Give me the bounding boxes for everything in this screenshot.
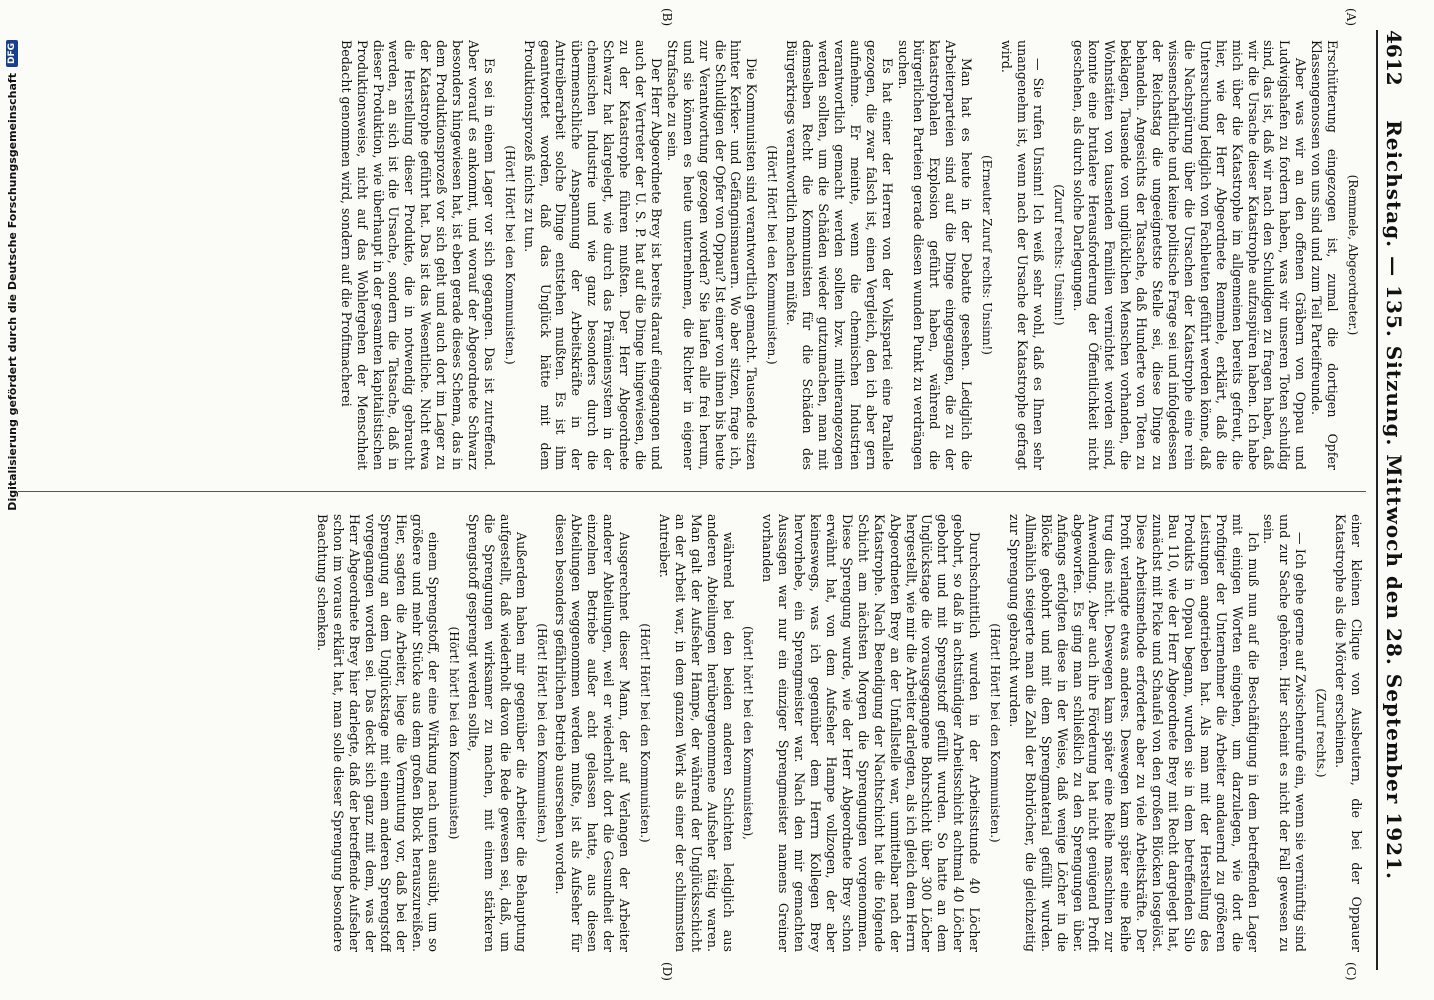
margin-marker-c: (C) <box>1344 962 1358 981</box>
paragraph: Man hat es heute in der Debatte gesehen. Lediglich die Arbeiterparteien sind auf die Dinge eingegangen, die zu der katastrophalen Explosion geführt haben, während die bürgerlichen Parteien gerade diesen wunden Punkt zu verdrängen suchen. <box>895 40 975 470</box>
page-number: 4612 <box>1382 30 1406 86</box>
paragraph: — Ich gehe gerne auf Zwischenrufe ein, wenn sie vernünftig sind und zur Sache gehören. Hier scheint es nicht der Fall gewesen zu sein. <box>1261 514 1309 952</box>
interjection: (Hört! Hört! bei den Kommunisten.) <box>534 623 549 843</box>
paragraph: Ausgerechnet dieser Mann, der auf Verlangen der Arbeiter anderer Abteilungen, weil er wiederholt dort die Gesundheit der einzelnen Betriebe außer acht gelassen hatte, aus diesen Abteilungen weggenommen werden mußte, ist als Aufseher für diesen besonders gefährlichen Betrieb ausersehen worden. <box>553 514 633 952</box>
column-divider <box>18 491 1366 492</box>
paragraph: Außerdem haben mir gegenüber die Arbeiter die Behauptung aufgestellt, daß wiederholt davon die Rede gewesen sei, daß, um die Sprengungen wirksamer zu machen, mit einem stärkeren Sprengstoff gesprengt werden sollte, <box>465 514 529 952</box>
paragraph: Aber was wir an den offenen Gräbern von Oppau und Ludwigshafen zu fordern haben, was wir unseren Toten schuldig sind, das ist, daß wir nach den Schuldigen zu fragen haben, daß wir die Ursache dieser Katastrophe aufzuspüren haben. Ich habe mich über die Katastrophe im allgemeinen bereits gefreut, die hier, wie der Herr Abgeordnete Remmele, erklärt, daß die Untersuchung lediglich von Fachleuten geführt werden könne, daß die Nachspürung über die Ursachen der Katastrophe eine rein wissenschaftliche und keine politische Frage sei und infolgedessen der Reichstag die ungeeignetste Stelle sei, diese Dinge zu behandeln. Angesichts der Tatsache, daß Hunderte von Toten zu beklagen, Tausende von unglücklichen Menschen vorhanden, die Wohnstätten von tausenden Familien vernichtet worden sind, konnte eine brutalere Herausforderung der Öffentlichkeit nicht geschehen, als durch solche Darlegungen. <box>1070 40 1309 470</box>
left-column <box>18 40 1364 470</box>
paragraph: einer kleinen Clique von Ausbeutern, die bei der Oppauer Katastrophe als die Mörder erscheinen. <box>1333 514 1364 952</box>
interjection: (Hört! Hört! bei den Kommunisten.) <box>765 145 780 365</box>
margin-marker-a: (A) <box>1344 8 1358 27</box>
paragraph: Erschütterung eingezogen ist, zumal die dortigen Opfer Klassengenossen von uns sind und zum Teil Parteifreunde. <box>1309 40 1341 470</box>
paragraph: während bei den beiden anderen Schichten lediglich aus anderen Abteilungen herübergenommene Aufseher tätig waren. Man galt der Aufseher Hampe, der während der Unglücksschicht an der Arbeit war, in dem ganzen Werk als einer der schlimmsten Antreiber. <box>656 514 736 952</box>
paragraph: Durchschnittlich wurden in der Arbeitsstunde 40 Löcher gebohrt, so daß in achtstündiger Arbeitsschicht achtmal 40 Löcher gebohrt und mit Sprengstoff gefüllt wurden. So hatte an dem Unglückstage die vorausgegangene Bohrschicht über 300 Löcher hergestellt, wie mir die Arbeiter darlegten, als ich gleich dem Herrn Abgeordneten Brey an der Unfallstelle war, unmittelbar nach der Katastrophe. Nach Beendigung der Nachtschicht hat die folgende Schicht am nächsten Morgen die Sprengungen vorgenommen. Diese Sprengung wurde, wie der Herr Abgeordnete Brey schon erwähnt hat, von dem Aufseher Hampe vollzogen, der aber keineswegs, was ich gegenüber dem Herrn Kollegen Brey hervorhebe, ein Sprengmeister war. Nach den mir gemachten Aussagen war nur ein einziger Sprengmeister namens Greiner vorhanden <box>760 514 983 952</box>
paragraph: Ich muß nun auf die Beschäftigung in dem betreffenden Lager mit einigen Worten eingehen, um darzulegen, wie dort die Profitgier der Unternehmer die Arbeiter andauernd zu größeren Leistungen angetrieben hat. Als man mit der Herstellung des Produkts in Oppau begann, wurden sie in dem betreffenden Silo Bau 110, wie der Herr Abgeordnete Brey mit Recht dargelegt hat, zunächst mit Picke und Schaufel von den großen Blöcken losgelöst. Diese Arbeitsmethode erforderte aber zu viele Arbeitskräfte. Der Profit verlangte etwas anderes. Deswegen kam später eine Reihe trug dies nicht. Deswegen kam später eine Reihe maschinen zur Anwendung. Aber auch ihre Förderung hat nicht genügend Profit abgeworfen. Es ging man schließlich zu den Sprengungen über. Anfangs erfolgten diese in der Weise, daß wenige Löcher in die Blöcke gebohrt und mit dem Sprengmaterial gefüllt wurden. Allmählich steigerte man die Zahl der Bohrlöcher, die gleichzeitig zur Sprengung gebracht wurden. <box>1006 514 1261 952</box>
interjection: (hört! hört! bei den Kommunisten), <box>741 626 756 840</box>
dfg-logo: DFG <box>6 40 18 67</box>
interjection: (Erneuter Zuruf rechts: Unsinn!) <box>980 155 995 355</box>
right-column <box>18 514 1364 952</box>
margin-marker-d: (D) <box>660 962 674 981</box>
paragraph: Der Herr Abgeordnete Brey ist bereits darauf eingegangen und auch der Vertreter der U. S. P. hat auf die Dinge hingewiesen, die zu der Katastrophe führen mußten. Der Herr Abgeordnete Schwarz hat klargelegt, wie durch das Prämiensystem in der chemischen Industrie und wie ganz besonders durch die übermenschliche Anspannung der Arbeitskräfte in der Antreiberarbeit solche Dinge entstehen mußten. Es ist ihm geantwortet worden, daß das Unglück hätte mit dem Produktionsprozeß nichts zu tun. <box>521 40 664 470</box>
paragraph: Es sei in einem Lager vor sich gegangen. Das ist zutreffend. Aber worauf es ankommt, und worauf der Abgeordnete Schwarz besonders hingewiesen hat, ist eben gerade dieses Schema, das in dem Produktionsprozeß vor sich geht und auch dort im Lager zu der Katastrophe geführt hat. Das ist das Wesentliche. Nicht etwa die Herstellung dieser Produkte, die in notwendig gebraucht werden, an sich ist die Ursache, sondern die Tatsache, daß in dieser Produktion, wie überhaupt in der gesamten kapitalistischen Produktionsweise, nicht auf das Wohlergehen der Menschheit Bedacht genommen wird, sondern auf die Profitmacherei <box>338 40 497 470</box>
paragraph: Die Kommunisten sind verantwortlich gemacht. Tausende sitzen hinter Kerker- und Gefängnismauern. Wo aber sitzen, frage ich, die Schuldigen der Opfer von Oppau? Ist einer von ihnen bis heute zur Verantwortung gezogen worden? Sie laufen alle frei herum, und sie können es heute unternehmen, die Richter in eigener Strafsache zu sein. <box>664 40 760 470</box>
interjection: (Hört! Hört! bei den Kommunisten.) <box>988 623 1003 843</box>
interjection: (Hört! Hört! bei den Kommunisten.) <box>638 623 653 843</box>
interjection: (Zuruf rechts.) <box>1314 688 1329 778</box>
interjection: (Hört! Hört! bei den Kommunisten.) <box>502 145 517 365</box>
digitization-note: Digitalisierung gefördert durch die Deutsche Forschungsgemeinschaft <box>5 73 19 511</box>
paragraph: einem Sprengstoff, der eine Wirkung nach unten ausübt, um so größere und mehr Stücke aus dem großen Block herauszureißen. Hier, sagten die Arbeiter, liege die Vermutung vor, daß bei der Sprengung an dem Unglückstage mit einem anderen Sprengstoff vorgegangen worden sei. Das deckt sich ganz mit dem, was der Herr Abgeordnete Brey hier darlegte, daß der betreffende Aufseher schon im voraus erklärt hat, man solle dieser Sprengung besondere Beachtung schenken. <box>314 514 442 952</box>
interjection: (Hört! hört! bei den Kommunisten) <box>447 626 462 840</box>
speaker-label: (Remmele, Abgeordneter.) <box>1346 174 1360 336</box>
margin-marker-b: (B) <box>660 8 674 27</box>
page-header <box>1376 30 1412 970</box>
page-title: Reichstag. — 135. Sitzung. Mittwoch den 28. September 1921. <box>1382 120 1406 880</box>
side-note-strip <box>2 0 22 1000</box>
interjection: (Zuruf rechts: Unsinn!) <box>1051 184 1066 326</box>
paragraph: — Sie rufen Unsinn! Ich weiß sehr wohl, daß es Ihnen sehr unangenehm ist, wenn nach der Ursache der Katastrophe gefragt wird. <box>998 40 1046 470</box>
paragraph: Es hat einer der Herren von der Volkspartei eine Parallele gezogen, die zwar falsch ist, einen Vergleich, den ich aber gern aufnehme. Er meinte, wenn die chemischen Industrien verantwortlich gemacht werden sollten bzw. mitherangezogen werden sollten, um die Schäden wieder gutzumachen, man mit demselben Recht die Kommunisten für die Schäden des Bürgerkriegs verantwortlich machen müßte. <box>784 40 895 470</box>
